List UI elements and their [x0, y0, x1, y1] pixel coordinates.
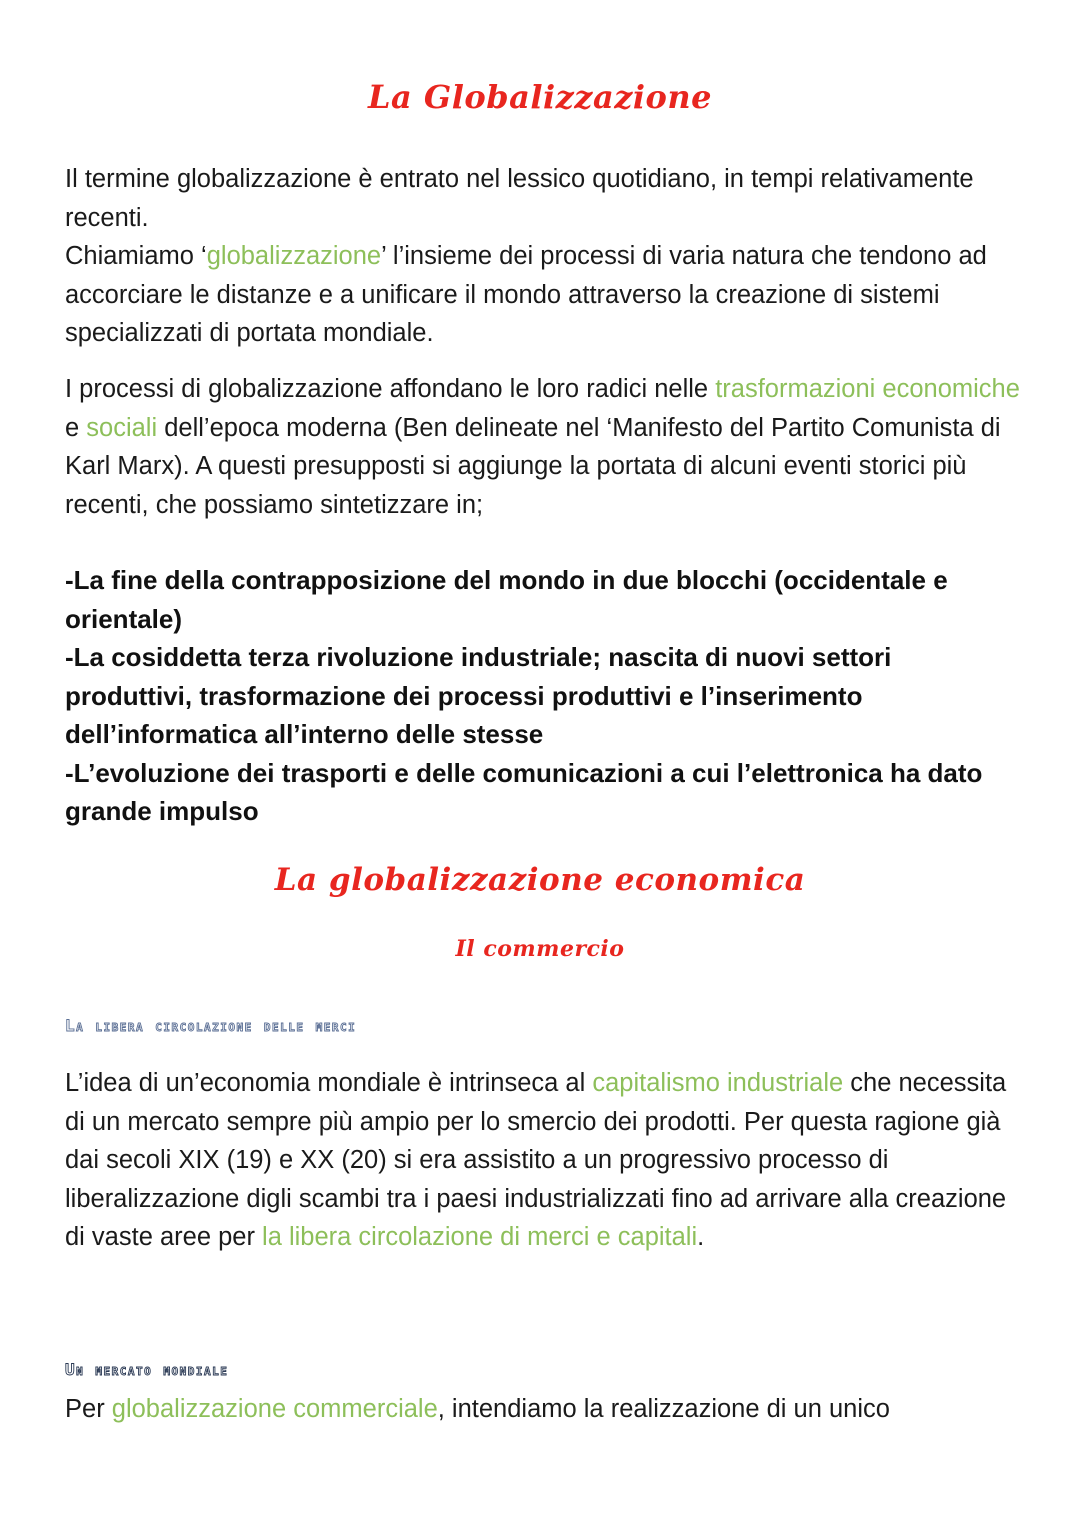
event-item: -La cosiddetta terza rivoluzione industriale; nascita di nuovi settori produttivi, trasformazione dei processi produttivi e l’inserimento dell’informatica all’interno delle stesse	[65, 642, 892, 749]
roots-text-c: dell’epoca moderna (Ben delineate nel ‘Manifesto del Partito Comunista di Karl Marx). A questi presupposti si aggiunge la portata di alcuni eventi storici più recenti, che possiamo sintetizzare in;	[65, 413, 1001, 519]
page-title: La Globalizzazione	[368, 78, 712, 116]
term-trasformazioni-economiche: trasformazioni economiche	[715, 375, 1020, 403]
free-circulation-text-b: che necessita di un mercato sempre più ampio per lo smercio dei prodotti. Per questa ragione già dai secoli XIX (19) e XX (20) si era assistito a un progressivo processo di liberalizzazione digli scambi tra i paesi industrializzati fino ad arrivare alla creazione di vaste aree per	[65, 1069, 1007, 1251]
intro-text-a: Chiamiamo ‘	[65, 242, 207, 270]
world-market-text-b: , intendiamo la realizzazione di un unico	[437, 1395, 890, 1423]
event-item: -La fine della contrapposizione del mondo in due blocchi (occidentale e orientale)	[65, 565, 948, 634]
term-globalizzazione: globalizzazione	[206, 242, 382, 270]
roots-text-b: e	[65, 413, 87, 442]
term-sociali: sociali	[86, 413, 158, 442]
intro-paragraph	[65, 160, 1025, 353]
roots-paragraph	[65, 370, 1025, 524]
section-title: La globalizzazione economica	[274, 862, 806, 898]
intro-sentence-1: Il termine globalizzazione è entrato nel lessico quotidiano, in tempi relativamente recenti.	[65, 165, 974, 232]
heading-free-circulation: La libera circolazione delle merci	[65, 1016, 357, 1035]
events-list	[65, 561, 1025, 831]
subsection-title: Il commercio	[455, 936, 625, 962]
free-circulation-paragraph	[65, 1064, 1025, 1257]
term-libera-circolazione: la libera circolazione di merci e capitali	[262, 1223, 698, 1251]
roots-text-a: I processi di globalizzazione affondano le loro radici nelle	[65, 375, 716, 403]
term-capitalismo-industriale: capitalismo industriale	[592, 1069, 844, 1097]
world-market-text-a: Per	[65, 1395, 112, 1423]
free-circulation-text-a: L’idea di un’economia mondiale è intrinseca al	[65, 1069, 593, 1097]
event-item: -L’evoluzione dei trasporti e delle comunicazioni a cui l’elettronica ha dato grande impulso	[65, 757, 983, 826]
term-globalizzazione-commerciale: globalizzazione commerciale	[111, 1395, 438, 1423]
free-circulation-text-c: .	[697, 1223, 705, 1251]
heading-world-market: Un mercato mondiale	[65, 1360, 229, 1379]
world-market-paragraph	[65, 1390, 1025, 1429]
intro-text-b: ’ l’insieme dei processi di varia natura che tendono ad accorciare le distanze e a unificare il mondo attraverso la creazione di sistemi specializzati di portata mondiale.	[65, 242, 987, 347]
